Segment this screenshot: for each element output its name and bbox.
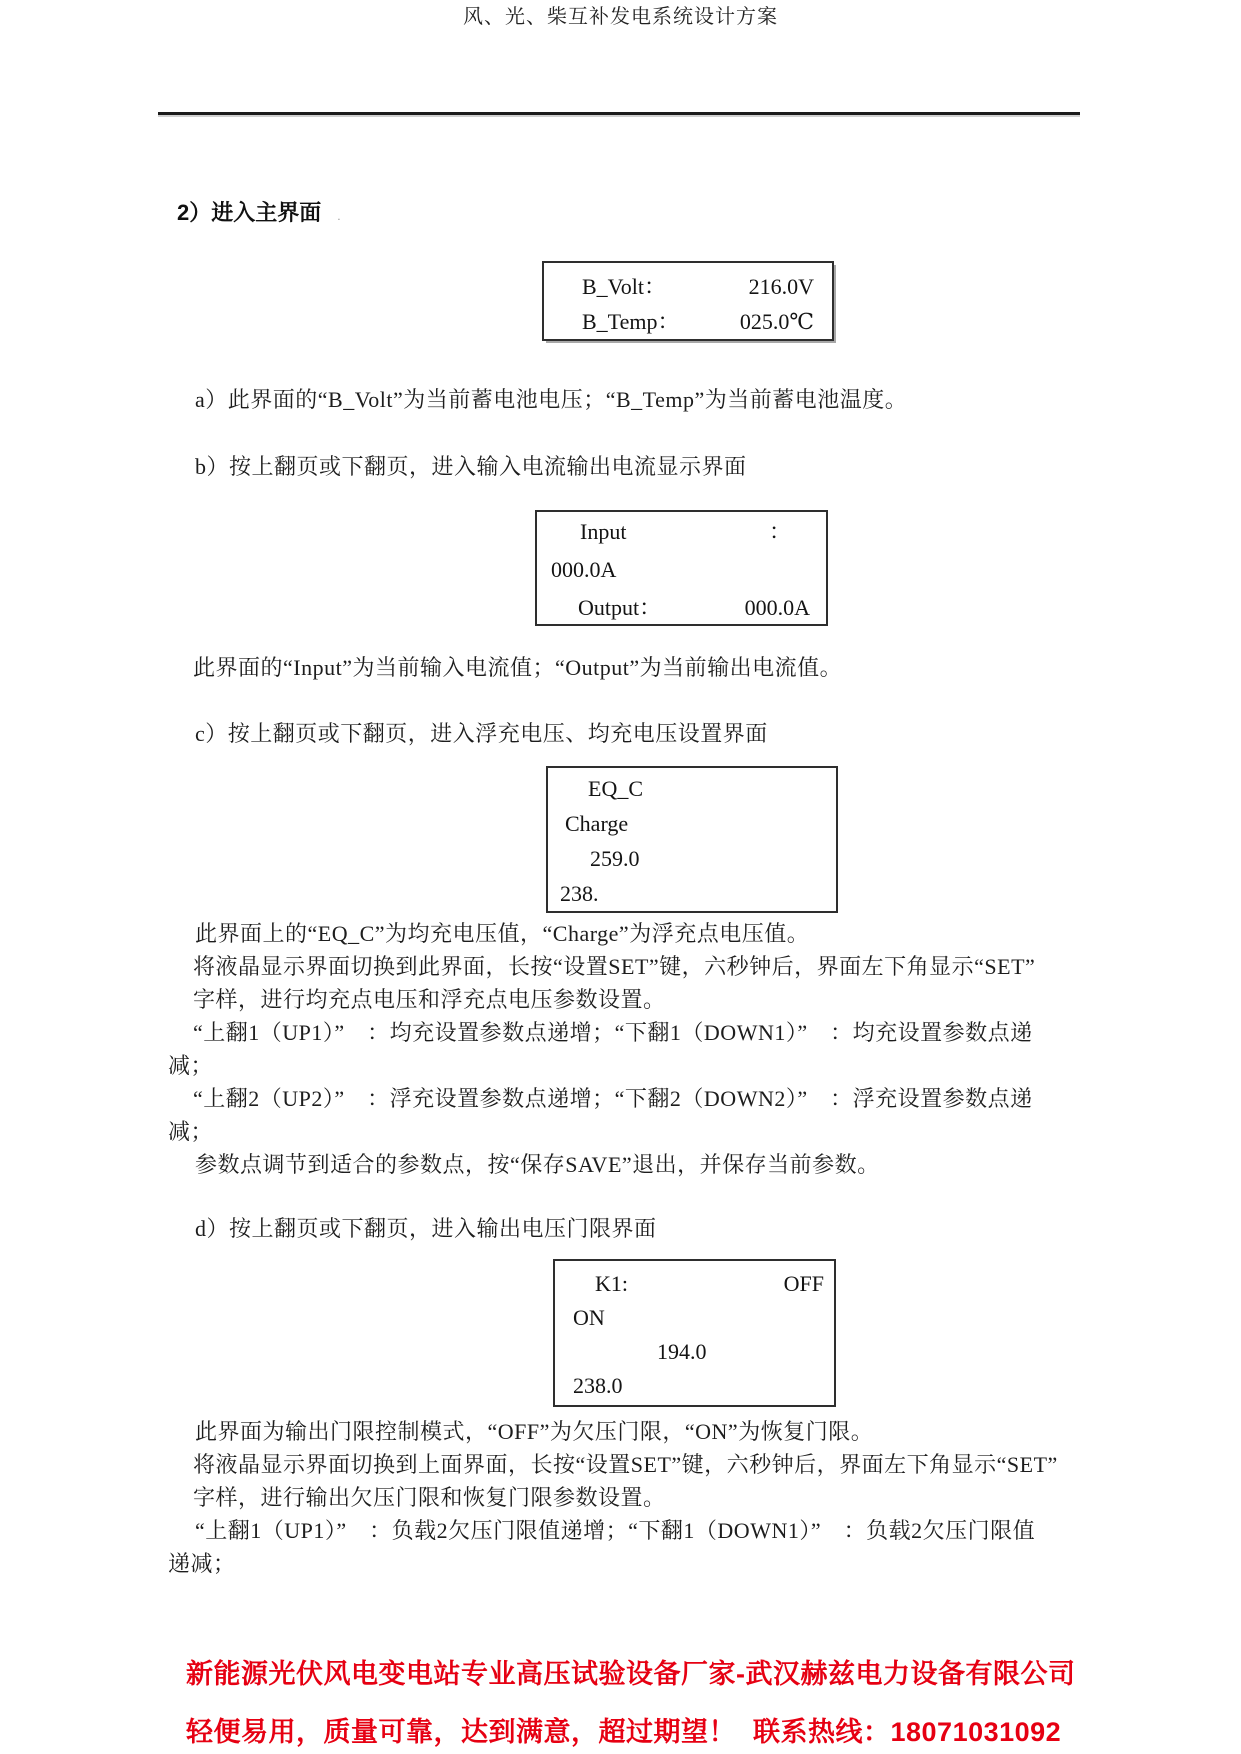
lcd-row: [548, 876, 836, 911]
eq-line: 减；: [168, 1119, 214, 1144]
lcd-screen-battery: [542, 261, 834, 341]
lcd-value-on: ON: [573, 1305, 605, 1330]
lcd-row: [544, 304, 832, 339]
heading-trailing-dot: .: [337, 209, 341, 223]
lcd-value-on-threshold: 238.0: [573, 1373, 623, 1398]
paragraph-c: c）按上翻页或下翻页，进入浮充电压、均充电压设置界面: [195, 721, 768, 746]
section-heading: [177, 196, 341, 227]
lcd-row: [544, 269, 832, 304]
lcd-value-eq: 259.0: [590, 846, 640, 871]
paragraph-a: a）此界面的“B_Volt”为当前蓄电池电压；“B_Temp”为当前蓄电池温度。: [195, 387, 908, 412]
lcd-value-off-threshold: 194.0: [657, 1339, 707, 1364]
lcd-value-off: OFF: [783, 1271, 824, 1296]
k1-line: 字样，进行输出欠压门限和恢复门限参数设置。: [193, 1485, 666, 1510]
k1-line: 将液晶显示界面切换到上面界面，长按“设置SET”键，六秒钟后，界面左下角显示“SET”: [193, 1452, 1058, 1477]
section-heading-text: 2）进入主界面: [177, 200, 322, 225]
k1-line: 此界面为输出门限控制模式，“OFF”为欠压门限，“ON”为恢复门限。: [195, 1419, 874, 1444]
lcd-row: [537, 513, 826, 551]
lcd-value-bvolt: 216.0V: [748, 274, 814, 299]
eq-line: 减；: [168, 1053, 214, 1078]
lcd-row: [555, 1335, 834, 1369]
lcd-row: [555, 1301, 834, 1335]
lcd-colon: ：: [768, 519, 791, 544]
lcd-label-bvolt: B_Volt：: [582, 274, 666, 299]
header-divider-rule: [158, 112, 1080, 115]
lcd-screen-threshold: [553, 1259, 836, 1407]
footer-hotline: 联系热线：18071031092: [753, 1717, 1062, 1747]
lcd-label-charge: Charge: [565, 811, 629, 836]
lcd-label-input: Input: [580, 519, 627, 544]
lcd-row: [548, 806, 836, 841]
lcd-label-btemp: B_Temp：: [582, 309, 680, 334]
eq-line: 字样，进行均充点电压和浮充点电压参数设置。: [193, 987, 666, 1012]
doc-header-title: 风、光、柴互补发电系统设计方案: [463, 6, 778, 28]
lcd-row: [537, 551, 826, 589]
lcd-row: [548, 771, 836, 806]
lcd-value-output: 000.0A: [744, 595, 810, 620]
lcd-screen-current: [535, 510, 828, 626]
k1-line: “上翻1（UP1）” ：负载2欠压门限值递增；“下翻1（DOWN1）” ：负载2欠压门限值: [195, 1518, 1036, 1543]
lcd-screen-charge: [546, 766, 838, 913]
paragraph-b: b）按上翻页或下翻页，进入输入电流输出电流显示界面: [195, 454, 747, 479]
lcd-label-eqc: EQ_C: [588, 776, 643, 801]
lcd-row: [548, 841, 836, 876]
lcd-row: [537, 589, 826, 627]
lcd-label-k1: K1:: [595, 1271, 628, 1296]
eq-line: 参数点调节到适合的参数点，按“保存SAVE”退出，并保存当前参数。: [195, 1152, 880, 1177]
footer-company-line: 新能源光伏风电变电站专业高压试验设备厂家-武汉赫兹电力设备有限公司: [186, 1659, 1076, 1689]
paragraph-input-desc: 此界面的“Input”为当前输入电流值；“Output”为当前输出电流值。: [193, 655, 843, 680]
k1-line: 递减；: [168, 1551, 236, 1576]
footer-slogan: 轻便易用，质量可靠，达到满意，超过期望！: [186, 1717, 736, 1747]
lcd-value-btemp: 025.0℃: [739, 309, 814, 334]
lcd-label-output: Output：: [578, 595, 662, 620]
lcd-row: [555, 1369, 834, 1403]
eq-line: 将液晶显示界面切换到此界面，长按“设置SET”键，六秒钟后，界面左下角显示“SET”: [193, 954, 1036, 979]
lcd-row: [555, 1267, 834, 1301]
lcd-value-charge: 238.: [560, 881, 599, 906]
eq-line: “上翻1（UP1）” ：均充设置参数点递增；“下翻1（DOWN1）” ：均充设置参数点递: [193, 1020, 1033, 1045]
lcd-value-input: 000.0A: [551, 557, 617, 582]
eq-line: 此界面上的“EQ_C”为均充电压值，“Charge”为浮充点电压值。: [195, 921, 810, 946]
paragraph-d: d）按上翻页或下翻页，进入输出电压门限界面: [195, 1216, 657, 1241]
eq-line: “上翻2（UP2）” ：浮充设置参数点递增；“下翻2（DOWN2）” ：浮充设置参数点递: [193, 1086, 1033, 1111]
